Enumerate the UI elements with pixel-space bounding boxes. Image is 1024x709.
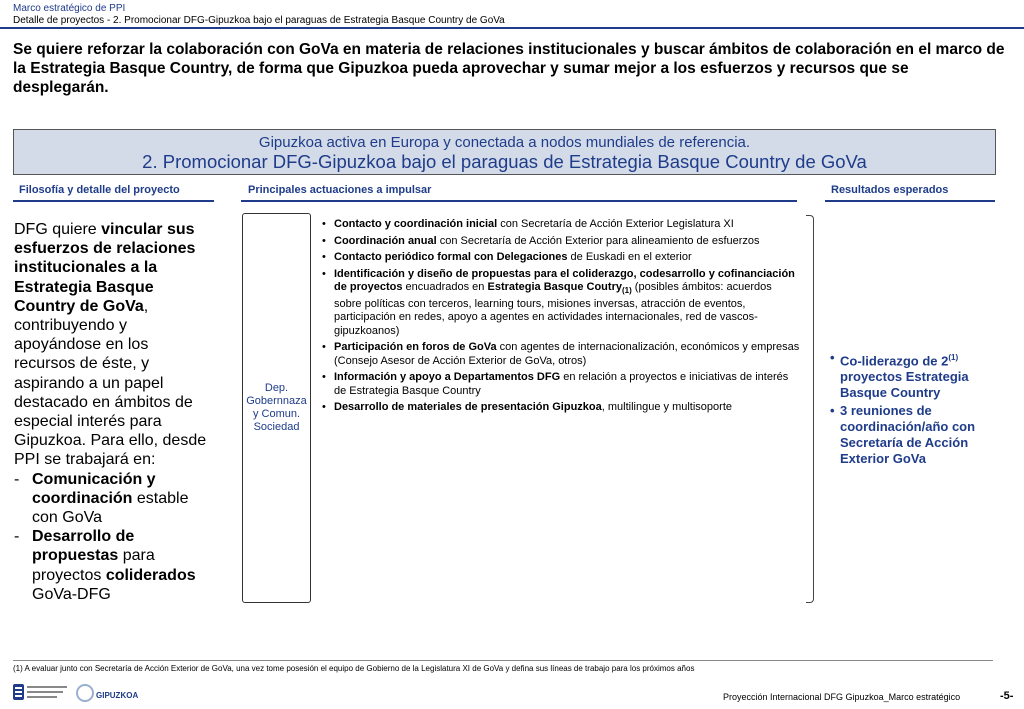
footer-divider: [13, 660, 993, 661]
actions-list: [322, 218, 802, 418]
bullet: •: [322, 371, 326, 384]
actions-bracket: [806, 215, 814, 603]
text-span: para proyectos: [32, 547, 155, 584]
bullet: •: [322, 267, 326, 280]
text-span-bold: Información y apoyo a Departamentos DFG: [334, 371, 561, 384]
list-item: [322, 401, 802, 415]
list-item: [830, 350, 1000, 401]
text-span-bold: Coordinación anual: [334, 234, 437, 247]
column-header-results: Resultados esperados: [831, 184, 949, 196]
text-span: proyectos Estrategia Basque Country: [840, 369, 969, 401]
list-item: [322, 268, 802, 339]
header-section: Marco estratégico de PPI: [13, 3, 126, 14]
diputacion-logo: [12, 682, 70, 704]
text-span: , contribuyendo y apoyándose en los recursos de éste, y aspirando a un papel destacado en ámbitos de especial interés para Gipuzkoa. Para ello, desde PPI se trabajará en:: [14, 297, 207, 469]
footnote-ref: (1): [621, 286, 632, 296]
text-span: con Secretaría de Acción Exterior Legislatura XI: [497, 218, 734, 230]
intro-text: Se quiere reforzar la colaboración con GoVa en materia de relaciones institucionales y buscar ámbitos de colaboración en el marco de la Estrategia Basque Country, de forma que Gipuzkoa pueda aprovechar y sumar mejor a los esfuerzos y recursos que se desplegarán.: [13, 41, 1005, 96]
text-span: 3 reuniones de coordinación/año con Secretaría de Acción Exterior GoVa: [840, 403, 976, 467]
footnote-ref: (1): [948, 353, 959, 362]
dash-marker: -: [14, 528, 20, 546]
list-item: [322, 251, 802, 265]
bullet: •: [830, 350, 835, 365]
text-span-bold: Contacto periódico formal con Delegaciones: [334, 251, 568, 263]
text-span: Co-liderazgo de 2: [840, 353, 949, 369]
header-subtitle: Detalle de proyectos - 2. Promocionar DFG-Gipuzkoa bajo el paraguas de Estrategia Basque Country de GoVa: [13, 15, 505, 26]
column-divider: [13, 200, 214, 202]
text-span: con Secretaría de Acción Exterior para alineamiento de esfuerzos: [436, 234, 760, 247]
text-span: , multilingue y multisoporte: [601, 401, 732, 414]
results-list: [830, 350, 1000, 469]
banner-title: 2. Promocionar DFG-Gipuzkoa bajo el paraguas de Estrategia Basque Country de GoVa: [142, 151, 867, 172]
list-item: [322, 235, 802, 249]
bullet: •: [322, 251, 326, 263]
banner: [13, 129, 996, 175]
text-span: estable con GoVa: [32, 489, 189, 527]
gipuzkoa-logo: [76, 682, 139, 704]
text-span-bold: Desarrollo de propuestas: [32, 528, 135, 565]
gipuzkoa-logo-text: GIPUZKOA: [96, 691, 139, 700]
footer-text: Proyección Internacional DFG Gipuzkoa_Marco estratégico: [723, 692, 961, 702]
text-span: GoVa-DFG: [32, 585, 111, 603]
text-span-bold: Identificación y diseño de propuestas para el coliderazgo, codesarrollo y cofinanciación de proyectos: [334, 267, 795, 293]
project-philosophy: [14, 220, 214, 604]
text-span-bold: coliderados: [105, 566, 196, 584]
bullet: •: [322, 401, 326, 414]
text-span-bold: Contacto y coordinación inicial: [334, 218, 498, 230]
text-span-bold: Participación en foros de GoVa: [334, 341, 497, 354]
list-item: [322, 218, 802, 232]
dash-item: [14, 527, 214, 604]
text-span-bold: Estrategia Basque Coutry: [487, 281, 622, 293]
banner-subtitle: Gipuzkoa activa en Europa y conectada a nodos mundiales de referencia.: [258, 134, 751, 151]
text-span-bold: Desarrollo de materiales de presentación Gipuzkoa: [334, 401, 602, 414]
text-span: DFG quiere: [14, 221, 102, 238]
column-divider: [241, 200, 797, 202]
text-span: en relación a proyectos e iniciativas de interés de Estrategia Basque Country: [334, 371, 789, 397]
column-divider: [825, 200, 995, 202]
list-item: [322, 341, 802, 368]
department-line: y Comun.: [252, 408, 301, 420]
bullet: •: [322, 218, 326, 230]
philosophy-paragraph: [14, 220, 214, 470]
header-divider: [0, 27, 1024, 29]
text-span: (posibles ámbitos: acuerdos sobre políticas con terceros, learning tours, misiones inversas, atracción de eventos, participación en redes, apoyo a agentes en actividades internacionales, red de vascos-gipuzkoanos): [334, 281, 772, 337]
bullet: •: [322, 341, 326, 354]
department-line: Dep.: [264, 382, 289, 394]
text-span: de Euskadi en el exterior: [567, 251, 692, 263]
department-label: [242, 382, 311, 434]
dash-marker: -: [14, 470, 20, 488]
column-header-actions: Principales actuaciones a impulsar: [248, 184, 432, 196]
list-item: [322, 371, 802, 398]
text-span-bold: Comunicación y coordinación: [32, 470, 156, 507]
list-item: [830, 403, 1000, 467]
footnote: (1) A evaluar junto con Secretaría de Acción Exterior de GoVa, una vez tome posesión el equipo de Gobierno de la Legislatura XI de GoVa y defina sus líneas de trabajo para los próximos años: [13, 664, 695, 673]
bullet: •: [830, 403, 835, 419]
dash-item: [14, 470, 214, 528]
page-number: -5-: [1000, 690, 1014, 702]
column-header-philosophy: Filosofía y detalle del proyecto: [19, 184, 180, 196]
text-span: encuadrados en: [402, 281, 488, 293]
text-span: con agentes de internacionalización, económicos y empresas (Consejo Asesor de Acción Exterior de GoVa, otros): [334, 341, 800, 367]
department-line: Sociedad: [253, 421, 300, 433]
department-line: Gobernnaza: [246, 395, 307, 407]
bullet: •: [322, 234, 326, 247]
text-span-bold: vincular sus esfuerzos de relaciones institucionales a la Estrategia Basque Country de GoVa: [14, 221, 196, 315]
